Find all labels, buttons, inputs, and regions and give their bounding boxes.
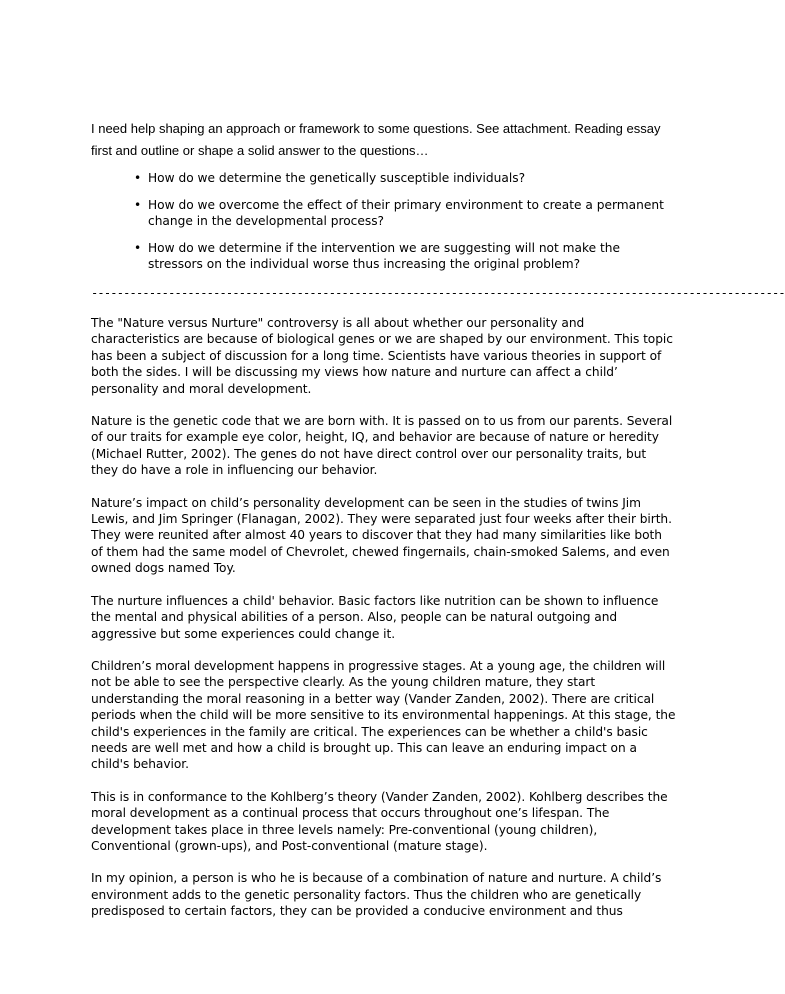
essay-paragraph: Nature’s impact on child’s personality development can be seen in the studies of twins Jim Lewis, and Jim Springer (Flanagan, 2002). They were separated just four weeks after their birth. They were reunited after almost 40 years to discover that they had many similarities like both of them had the same model of Chevrolet, chewed fingernails, chain-smoked Salems, and even owned dogs named Toy. [91, 495, 672, 576]
question-item [134, 197, 676, 229]
essay-paragraph: The "Nature versus Nurture" controversy is all about whether our personality and characteristics are because of biological genes or we are shaped by our environment. This topic has been a subject of discussion for a long time. Scientists have various theories in support of both the sides. I will be discussing my views how nature and nurture can affect a child’ personality and moral development. [91, 316, 673, 396]
question-list [91, 170, 676, 272]
document-page [91, 118, 785, 936]
essay-paragraph: Nature is the genetic code that we are born with. It is passed on to us from our parents. Several of our traits for example eye color, height, IQ, and behavior are because of nature or heredity (Michael Rutter, 2002). The genes do not have direct control over our personality traits, but they do have a role in influencing our behavior. [91, 414, 673, 478]
essay-paragraph: The nurture influences a child' behavior. Basic factors like nutrition can be shown to influence the mental and physical abilities of a person. Also, people can be natural outgoing and aggressive but some experiences could change it. [91, 593, 659, 641]
dashed-divider: ------------------------------------------------------------------------------------------------------------ [91, 286, 785, 300]
bullet-icon: • [134, 171, 142, 185]
bullet-icon: • [134, 241, 142, 255]
question-text: How do we determine if the intervention we are suggesting will not make the stressors on the individual worse thus increasing the original problem? [148, 241, 620, 271]
question-text: How do we overcome the effect of their primary environment to create a permanent change in the developmental process? [148, 198, 664, 228]
essay-paragraph: Children’s moral development happens in progressive stages. At a young age, the children will not be able to see the perspective clearly. As the young children mature, they start understanding the moral reasoning in a better way (Vander Zanden, 2002). There are critical periods when the child will be more sensitive to its environmental happenings. At this stage, the child's experiences in the family are critical. The experiences can be whether a child's basic needs are well met and how a child is brought up. This can leave an enduring impact on a child's behavior. [91, 658, 676, 772]
question-item [134, 240, 676, 272]
essay-body [91, 315, 676, 920]
bullet-icon: • [134, 198, 142, 212]
question-item [134, 170, 676, 186]
intro-text: I need help shaping an approach or framework to some questions. See attachment. Reading essay first and outline or shape a solid answer to the questions… [91, 121, 661, 158]
essay-paragraph: In my opinion, a person is who he is because of a combination of nature and nurture. A child’s environment adds to the genetic personality factors. Thus the children who are genetically predisposed to certain factors, they can be provided a conducive environment and thus [91, 871, 662, 919]
question-text: How do we determine the genetically susceptible individuals? [148, 171, 526, 185]
essay-paragraph: This is in conformance to the Kohlberg’s theory (Vander Zanden, 2002). Kohlberg describes the moral development as a continual process that occurs throughout one’s lifespan. The development takes place in three levels namely: Pre-conventional (young children), Conventional (grown-ups), and Post-conventional (mature stage). [91, 789, 668, 853]
